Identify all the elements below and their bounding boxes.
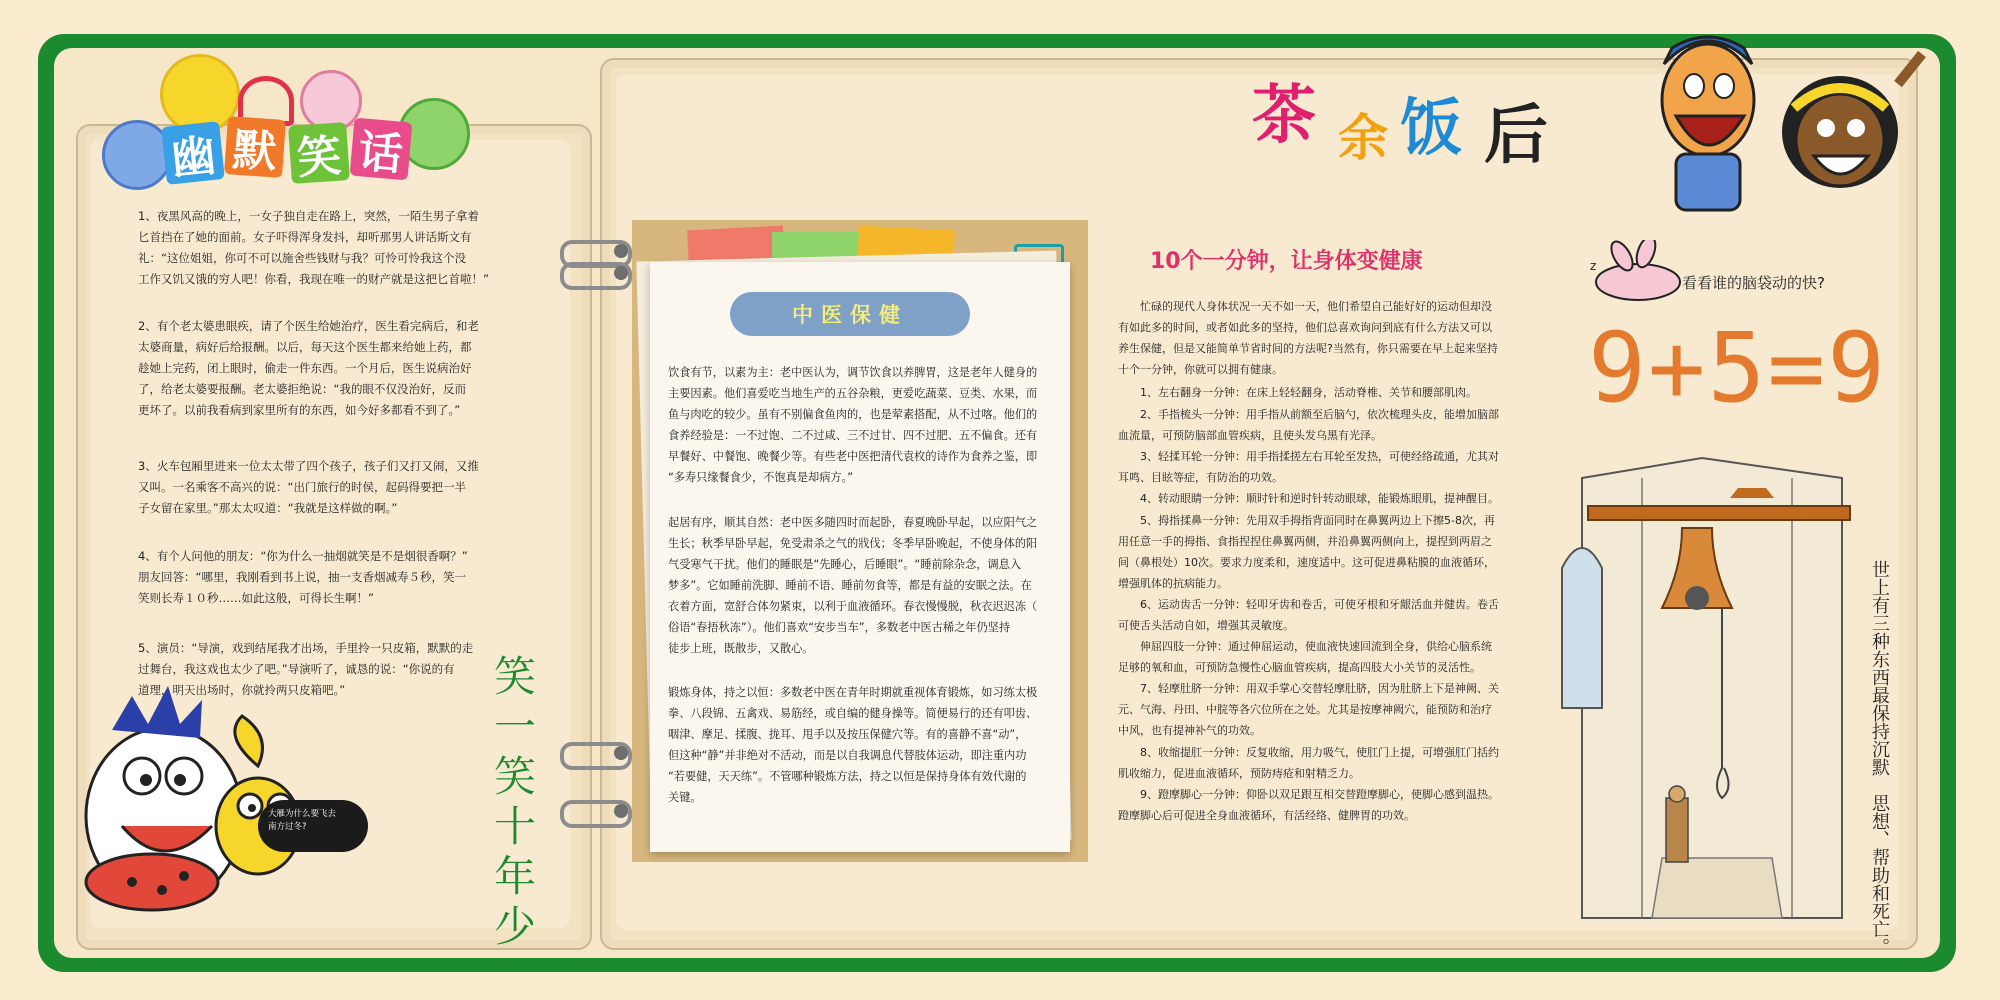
health-item-7: 伸屈四肢一分钟：通过伸屈运动，使血液快速回流到全身，供给心脑系统 足够的氧和血，可预防急慢性心脑血管疾病，提高四肢大小关节的灵活性。 <box>1118 640 1492 674</box>
joke-5: 5、演员：“导演，戏到结尾我才出场，手里拎一只皮箱，默默的走 过舞台，我这戏也太少了吧。”导演听了，诚恳的说：“你说的有 道理，明天出场时，你就拎两只皮箱吧。” <box>138 641 474 697</box>
health-item-8: 7、轻摩肚脐一分钟：用双手掌心交替轻摩肚脐，因为肚脐上下是神阙、关 元、气海、丹田、中脘等各穴位所在之处。尤其是按摩神阙穴，能预防和治疗 中风，也有提神补气的功效。 <box>1118 682 1499 737</box>
health-item-2: 2、手指梳头一分钟：用手指从前额至后脑勺，依次梳理头皮，能增加脑部 血流量，可预防脑部血管疾病，且使头发乌黑有光泽。 <box>1118 408 1499 442</box>
tcm-paragraph-3: 锻炼身体，持之以恒：多数老中医在青年时期就重视体育锻炼，如习练太极 拳、八段锦、五禽戏、易筋经，或自编的健身操等。简便易行的还有叩齿、 咽津、摩足、揉腹、拢耳、甩手以及按压保健穴等。有的喜静不喜“动”， 但这种“静”并非绝对不活动，而是以自我调息代替肢体运动，即注重内功 “若要健，天天练”。不管哪种锻炼方法，持之以恒是保持身体有效代谢的 关键。 <box>668 686 1038 804</box>
health-item-4: 4、转动眼睛一分钟：顺时针和逆时针转动眼球，能锻炼眼肌，提神醒目。 <box>1118 492 1499 505</box>
slogan-char: 一 <box>493 702 536 751</box>
joke-2: 2、有个老太婆患眼疾，请了个医生给她治疗，医生看完病后，和老 太婆商量，病好后给报酬。以后，每天这个医生都来给她上药，都 趁她上完药，闭上眼时，偷走一件东西。一个月后，医生说病治好 了，给老太婆要报酬。老太婆拒绝说：“我的眼不仅没治好，反而 更坏了。以前我看病到家里所有的东西，如今好多都看不到了。” <box>138 319 479 417</box>
joke-1: 1、夜黑风高的晚上，一女子独自走在路上，突然，一陌生男子拿着 匕首挡在了她的面前。女子吓得浑身发抖，却听那男人讲话斯文有 礼：“这位姐姐，你可不可以施舍些钱财与我？可怜可怜我这个没 工作又饥又饿的穷人吧！你看，我现在唯一的财产就是这把匕首啦！” <box>138 209 489 286</box>
matchstick-puzzle: 9+5=9 <box>1588 312 1887 424</box>
health-heading: 10个一分钟，让身体变健康 <box>1150 249 1423 274</box>
tea-title-char-4: 后 <box>1484 99 1548 173</box>
health-item-5: 5、拇指揉鼻一分钟：先用双手拇指背面同时在鼻翼两边上下擦5-8次，再 用任意一手的拇指、食指捏捏住鼻翼两侧，并沿鼻翼两侧向上，提捏到两眉之 间（鼻根处）10次。要求力度柔和，速度适中。这可促进鼻粘膜的血液循环， 增强肌体的抗病能力。 <box>1118 514 1495 590</box>
slogan-char: 少 <box>493 902 536 951</box>
health-item-1: 1、左右翻身一分钟：在床上轻轻翻身，活动脊椎、关节和腰部肌肉。 <box>1118 386 1477 399</box>
health-item-6: 6、运动齿舌一分钟：轻叩牙齿和卷舌，可使牙根和牙龈活血并健齿。卷舌 可使舌头活动自如，增强其灵敏度。 <box>1118 598 1499 632</box>
tea-title <box>1248 64 1608 174</box>
tea-title-char-2: 余 <box>1338 109 1388 167</box>
speech-bubble: 大雁为什么要飞去 南方过冬? <box>258 800 368 852</box>
tcm-title: 中医保健 <box>730 292 970 336</box>
sleeping-rabbit-illustration <box>1586 240 1686 304</box>
tea-title-char-1: 茶 <box>1252 79 1316 153</box>
joke-3: 3、火车包厢里进来一位太太带了四个孩子，孩子们又打又闹，又推 又叫。一名乘客不高兴的说：“出门旅行的时侯，起码得要把一半 子女留在家里。”那太太叹道：“我就是这样做的啊。” <box>138 459 479 515</box>
tcm-paragraph-1: 饮食有节，以素为主：老中医认为，调节饮食以养脾胃，这是老年人健身的 主要因素。他们喜爱吃当地生产的五谷杂粮，更爱吃蔬菜、豆类、水果，而 鱼与肉吃的较少。虽有不别偏食鱼肉的，也是荤素搭配，从不过喀。他们的 食养经验是：一不过饱、二不过咸、三不过甘、四不过肥、五不偏食。还有 早餐好、中餐饱、晚餐少等。有些老中医把清代袁枚的诗作为食养之鉴，即 “多寿只缘餐食少，不饱真是却病方。” <box>668 366 1038 484</box>
tea-title-char-3: 饭 <box>1400 91 1463 164</box>
vertical-quote: 世上有三种东西最保持沉默 思想、帮助和死亡。 <box>1869 560 1890 956</box>
laughing-cartoon-illustration <box>1624 24 1930 214</box>
health-item-9: 8、收缩提肛一分钟：反复收缩，用力吸气，使肛门上提，可增强肛门括约 肌收缩力，促进血液循环，预防痔疮和射精乏力。 <box>1118 746 1499 780</box>
brain-teaser-question: 看看谁的脑袋动的快? <box>1682 274 1825 292</box>
joke-4: 4、有个人问他的朋友：“你为什么一抽烟就笑是不是烟很香啊？” 朋友回答：“哪里，我刚看到书上说，抽一支香烟减寿５秒，笑一 笑则长寿１０秒……如此这般，可得长生啊！” <box>138 549 468 605</box>
humor-title-badge <box>100 50 480 200</box>
title-tile-2: 默 <box>224 116 286 178</box>
title-tile-1: 幽 <box>161 121 225 185</box>
title-tile-4: 话 <box>350 118 413 181</box>
tcm-paragraph-2: 起居有序，顺其自然：老中医多随四时而起卧，春夏晚卧早起，以应阳气之 生长；秋季早卧早起，免受肃杀之气的戕伐；冬季早卧晚起，不使身体的阳 气受寒气干扰。他们的睡眠是“先睡心，后睡眼”。“睡前除杂念，调息入 梦多”。它如睡前洗脚、睡前不语、睡前勿食等，都是有益的安眠之法。在 衣着方面，宽舒合体勿紧束，以利于血液循环。春衣慢慢脱，秋衣迟迟冻（ 俗语“春捂秋冻”）。他们喜欢“安步当车”，多数老中医古稀之年仍坚持 徒步上班，既散步，又散心。 <box>668 516 1038 655</box>
svg-text:z: z <box>1590 259 1597 273</box>
health-item-3: 3、轻揉耳轮一分钟：用手指揉搓左右耳轮至发热，可使经络疏通，尤其对 耳鸣、目眩等症，有防治的功效。 <box>1118 450 1499 484</box>
health-intro: 忙碌的现代人身体状况一天不如一天，他们希望自己能好好的运动但却没 有如此多的时间，或者如此多的坚持，他们总喜欢询问到底有什么方法又可以 养生保健，但是又能简单节省时间的方法呢?当然有，你只需要在早上起来坚持 十个一分钟，你就可以拥有健康。 <box>1118 300 1498 376</box>
title-tile-3: 笑 <box>288 122 350 184</box>
cartoon-characters-illustration <box>72 676 372 920</box>
slogan-char: 笑 <box>493 652 536 701</box>
vertical-slogan <box>492 652 538 952</box>
slogan-char: 笑 <box>493 752 536 801</box>
health-item-10: 9、蹬摩脚心一分钟：仰卧以双足跟互相交替蹬摩脚心，使脚心感到温热。 蹬摩脚心后可促进全身血液循环，有活经络、健脾胃的功效。 <box>1118 788 1499 822</box>
slogan-char: 十 <box>493 802 536 851</box>
slogan-char: 年 <box>493 852 536 901</box>
